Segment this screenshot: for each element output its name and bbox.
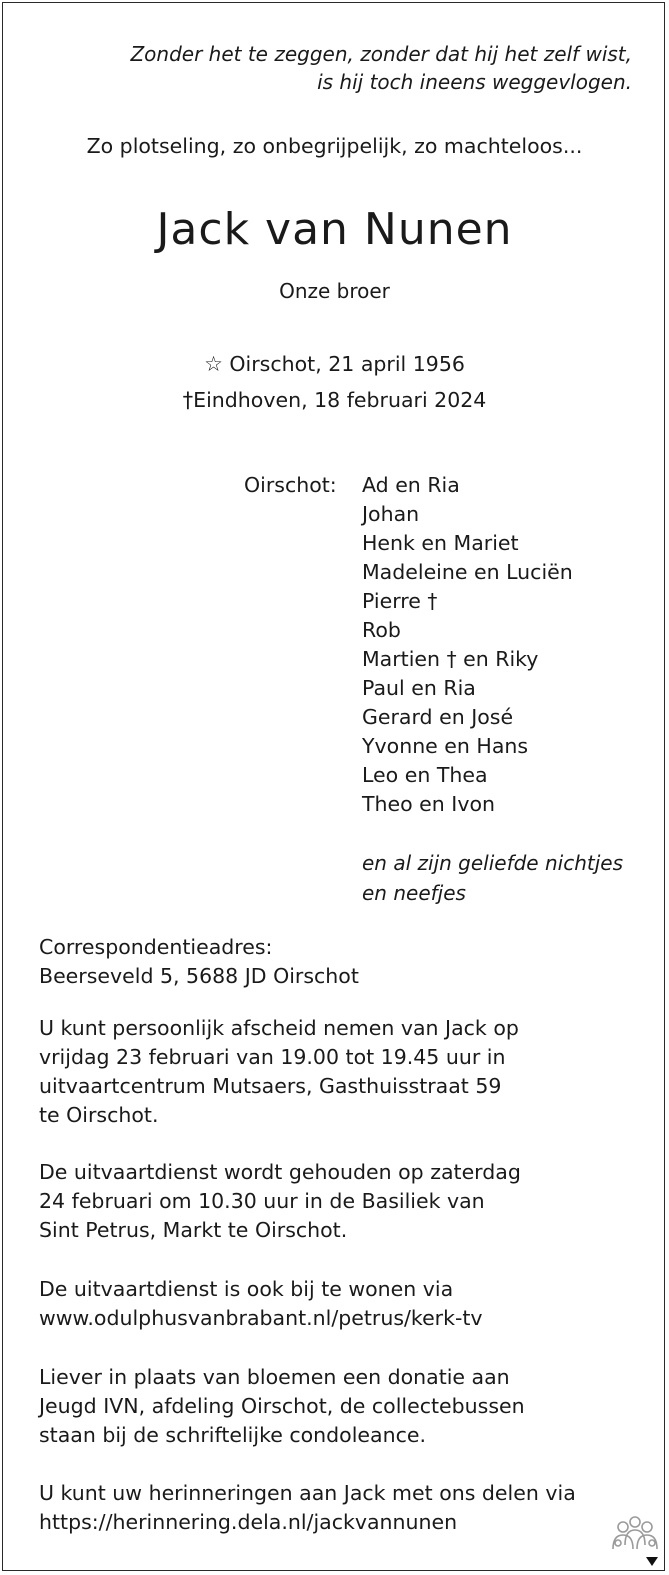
family-member-name: Yvonne en Hans xyxy=(362,734,529,758)
family-member-name: Leo en Thea xyxy=(362,763,488,787)
people-group-icon xyxy=(608,1513,660,1569)
farewell-paragraph xyxy=(39,1014,519,1130)
paragraph-line: De uitvaartdienst is ook bij te wonen via xyxy=(39,1277,454,1301)
family-member xyxy=(362,529,573,558)
life-dates xyxy=(0,346,669,418)
cross-icon: † xyxy=(427,589,438,613)
paragraph-line: Liever in plaats van bloemen een donatie aan xyxy=(39,1365,510,1389)
family-member xyxy=(362,471,573,500)
paragraph-line: https://herinnering.dela.nl/jackvannunen xyxy=(39,1510,458,1534)
family-member-partner: en Riky xyxy=(463,647,539,671)
family-member-name: Madeleine en Luciën xyxy=(362,560,573,584)
death-line xyxy=(0,382,669,418)
family-member-name: Theo en Ivon xyxy=(362,792,496,816)
family-member-name: Gerard en José xyxy=(362,705,514,729)
family-extra-line-1: en al zijn geliefde nichtjes xyxy=(362,851,623,875)
family-member-name: Martien xyxy=(362,647,441,671)
birth-line xyxy=(0,346,669,382)
poem-line-1: Zonder het te zeggen, zonder dat hij het zelf wist, xyxy=(130,42,632,66)
deceased-name: Jack van Nunen xyxy=(156,204,513,255)
paragraph-line: te Oirschot. xyxy=(39,1103,159,1127)
paragraph-line: De uitvaartdienst wordt gehouden op zaterdag xyxy=(39,1160,521,1184)
service-paragraph xyxy=(39,1158,521,1245)
paragraph-line: U kunt uw herinneringen aan Jack met ons delen via xyxy=(39,1481,576,1505)
family-extra-line-2: en neefjes xyxy=(362,881,466,905)
family-member xyxy=(362,732,573,761)
paragraph-line: U kunt persoonlijk afscheid nemen van Jack op xyxy=(39,1016,519,1040)
family-member xyxy=(362,761,573,790)
paragraph-line: Sint Petrus, Markt te Oirschot. xyxy=(39,1218,348,1242)
family-member-name: Paul en Ria xyxy=(362,676,476,700)
paragraph-line: vrijdag 23 februari van 19.00 tot 19.45 uur in xyxy=(39,1045,506,1069)
lead-sentence: Zo plotseling, zo onbegrijpelijk, zo machteloos... xyxy=(86,134,583,158)
family-list xyxy=(362,471,573,819)
star-icon: ☆ xyxy=(204,352,223,376)
paragraph-line: Jeugd IVN, afdeling Oirschot, de collectebussen xyxy=(39,1394,525,1418)
family-member-name: Johan xyxy=(362,502,420,526)
family-member xyxy=(362,703,573,732)
family-member xyxy=(362,674,573,703)
paragraph-line: uitvaartcentrum Mutsaers, Gasthuisstraat 59 xyxy=(39,1074,502,1098)
family-extra xyxy=(362,848,623,908)
family-member-name: Rob xyxy=(362,618,401,642)
donation-paragraph xyxy=(39,1363,525,1450)
cross-icon: † xyxy=(182,388,194,412)
family-member xyxy=(362,645,573,674)
family-member xyxy=(362,616,573,645)
family-member xyxy=(362,558,573,587)
paragraph-line: www.odulphusvanbrabant.nl/petrus/kerk-tv xyxy=(39,1306,483,1330)
memories-paragraph xyxy=(39,1479,576,1537)
correspondence-block xyxy=(39,933,359,991)
family-member xyxy=(362,587,573,616)
poem-line-2: is hij toch ineens weggevlogen. xyxy=(317,70,632,94)
birth-date: Oirschot, 21 april 1956 xyxy=(229,352,465,376)
family-member xyxy=(362,500,573,529)
family-member-name: Henk en Mariet xyxy=(362,531,519,555)
death-date: Eindhoven, 18 februari 2024 xyxy=(193,388,487,412)
stream-paragraph xyxy=(39,1275,483,1333)
paragraph-line: 24 februari om 10.30 uur in de Basiliek van xyxy=(39,1189,485,1213)
relation-subtitle: Onze broer xyxy=(279,279,390,303)
family-member-name: Pierre xyxy=(362,589,421,613)
correspondence-label: Correspondentieadres: xyxy=(39,935,273,959)
cross-icon: † xyxy=(446,647,457,671)
correspondence-address: Beerseveld 5, 5688 JD Oirschot xyxy=(39,964,359,988)
family-member xyxy=(362,790,573,819)
paragraph-line: staan bij de schriftelijke condoleance. xyxy=(39,1423,426,1447)
family-member-name: Ad en Ria xyxy=(362,473,460,497)
family-place: Oirschot: xyxy=(244,473,337,497)
